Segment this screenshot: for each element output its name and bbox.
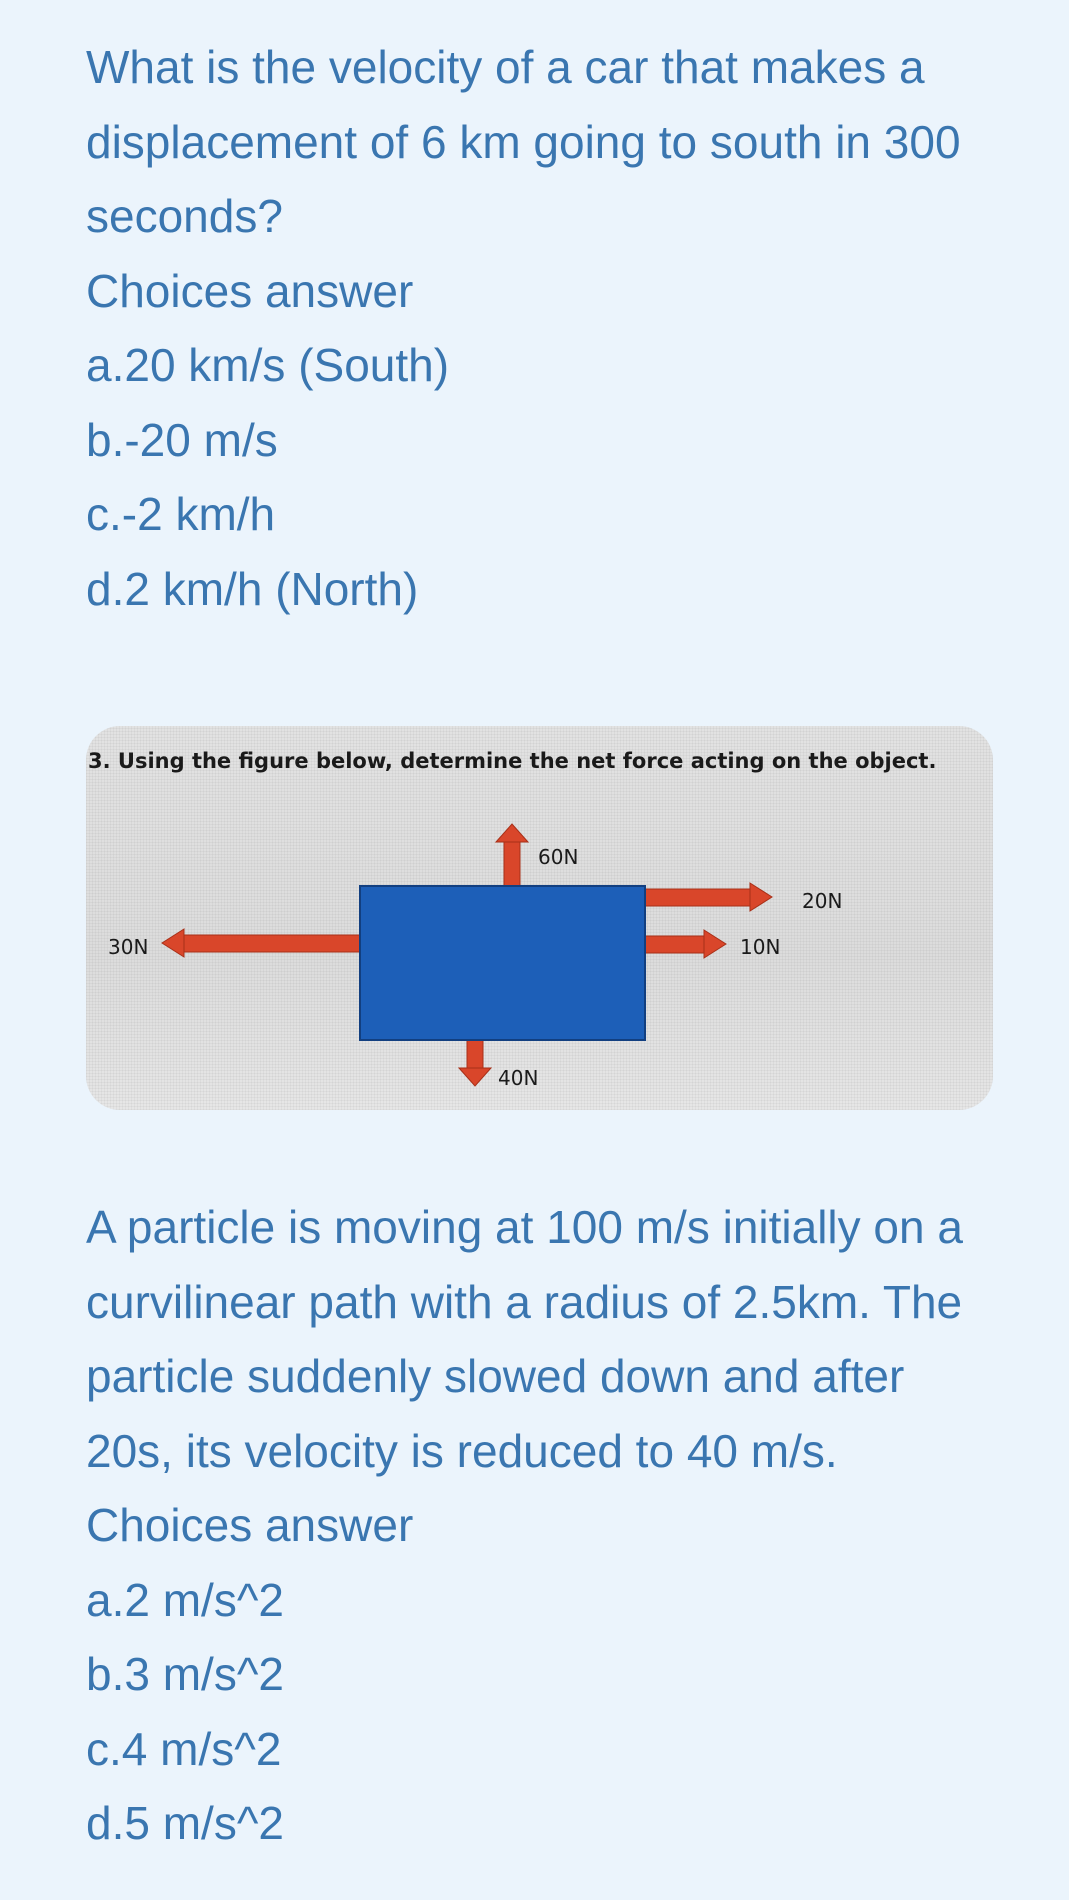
question-1-text-line-2: displacement of 6 km going to south in 300 — [86, 115, 961, 168]
question-1-text-line-1: What is the velocity of a car that makes a — [86, 41, 925, 93]
question-2-text-line-2: curvilinear path with a radius of 2.5km. The — [86, 1275, 963, 1328]
question-1 — [86, 30, 986, 626]
force-label-right-bottom: 10N — [740, 935, 781, 959]
question-1-text-line-3: seconds? — [86, 190, 283, 242]
question-1-choice-d: d.2 km/h (North) — [86, 562, 419, 615]
force-label-left: 30N — [108, 935, 149, 959]
force-label-right-top: 20N — [802, 889, 843, 913]
force-label-up: 60N — [538, 845, 579, 869]
question-2-text-line-3: particle suddenly slowed down and after — [86, 1350, 905, 1402]
arrow-down — [459, 1040, 491, 1086]
arrow-right-top — [644, 883, 772, 911]
question-2 — [86, 1190, 986, 1861]
force-diagram — [86, 726, 993, 1110]
force-diagram-image — [86, 726, 993, 1110]
figure-title: 3. Using the figure below, determine the net force acting on the object. — [88, 749, 937, 773]
question-1-choice-c: c.-2 km/h — [86, 488, 276, 540]
question-2-choice-d: d.5 m/s^2 — [86, 1797, 284, 1849]
arrow-left — [162, 929, 360, 957]
question-2-choice-a: a.2 m/s^2 — [86, 1573, 284, 1626]
question-2-choice-b: b.3 m/s^2 — [86, 1648, 284, 1700]
question-2-choice-c: c.4 m/s^2 — [86, 1722, 282, 1775]
force-label-down: 40N — [498, 1066, 539, 1090]
question-2-choices-heading: Choices answer — [86, 1499, 414, 1551]
object-box — [360, 886, 645, 1040]
arrow-up — [496, 824, 528, 886]
question-2-text-line-4: 20s, its velocity is reduced to 40 m/s. — [86, 1424, 838, 1477]
question-1-choice-b: b.-20 m/s — [86, 413, 278, 466]
question-2-text-line-1: A particle is moving at 100 m/s initially on a — [86, 1201, 963, 1253]
question-1-choices-heading: Choices answer — [86, 264, 414, 317]
question-1-choice-a: a.20 km/s (South) — [86, 339, 450, 391]
arrow-right-bottom — [644, 930, 726, 958]
